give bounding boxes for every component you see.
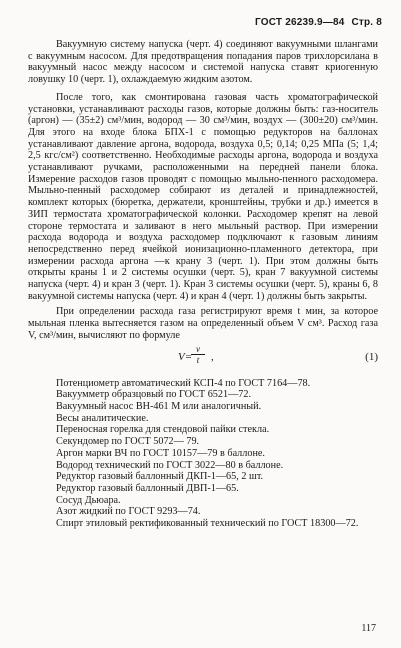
standard-designation: ГОСТ 26239.9—84 xyxy=(255,17,345,28)
page-number: 117 xyxy=(361,623,376,634)
list-item: Аргон марки ВЧ по ГОСТ 10157—79 в баллоне. xyxy=(56,447,265,459)
document-body xyxy=(28,39,378,530)
paragraph-gas-flow-setup: После того, как смонтирована газовая часть хроматографической установки, устанавливают расходы газов, которые должны быть: газ-носитель (аргон) — (35±2) см³/мин, водород — 30 см³/мин, воздух — (300±20) см³/мин. Для этого на входе блока БПХ-1 с помощью редукторов на баллонах устанавливают давление аргона, водорода, воздуха 0,5; 0,14; 0,25 МПа (5; 1,4; 2,5 кгс/см²) соответственно. Необходимые расходы аргона, водорода и воздуха устанавливают ручками, расположенными на передней панели блока. Измерение расходов газов проводят с помощью мыльно-пенного расходомера. Мыльно-пенный расходомер собирают из деталей и принадлежностей, комплект которых (бюретка, держатели, кронштейны, трубки и др.) имеется в ЗИП термостата хроматографической колонки. Расходомер крепят на левой стороне термостата и заливают в него мыльный раствор. При измерении расхода водорода и воздуха расходомер подключают к газовым линиям непосредственно перед ячейкой ионизационно-пламенного детектора, при измерении расхода аргона —к крану 3 (черт. 1). При этом должны быть открыты краны 1 и 2 системы осушки (черт. 5), кран 7 вакуумной системы напуска (черт. 4) и кран 3 (черт. 1). Кран 3 системы осушки (черт. 5), краны 6, 8 вакуумной системы напуска (черт. 4) и кран 4 (черт. 1) должны быть закрыты. xyxy=(28,91,378,302)
list-item: Водород технический по ГОСТ 3022—80 в баллоне. xyxy=(56,459,284,471)
list-item: Секундомер по ГОСТ 5072— 79. xyxy=(56,436,200,448)
list-item: Вакуумный насос ВН-461 М или аналогичный. xyxy=(56,400,262,412)
list-item: Спирт этиловый ректификованный технический по ГОСТ 18300—72. xyxy=(56,518,359,530)
list-item: Сосуд Дьюара. xyxy=(56,494,121,506)
list-item: Переносная горелка для стендовой пайки стекла. xyxy=(56,424,270,436)
formula-numerator: v xyxy=(191,344,205,355)
list-item: Вакуумметр образцовый по ГОСТ 6521—72. xyxy=(56,389,251,401)
list-item: Редуктор газовый баллонный ДВП-1—65. xyxy=(56,482,239,494)
list-item: Потенциометр автоматический КСП-4 по ГОСТ 7164—78. xyxy=(56,377,311,389)
equipment-list xyxy=(28,378,378,530)
formula-denominator: t xyxy=(196,354,200,365)
formula-fraction xyxy=(191,344,205,365)
paragraph-vacuum-system: Вакуумную систему напуска (черт. 4) соединяют вакуумными шлангами с вакуумным насосом. Для предотвращения попадания паров трихлорсилана в вакуумный насос между насосом и системой напуска ставят криогенную ловушку 10 (черт. 1), охлаждаемую жидким азотом. xyxy=(28,39,378,86)
list-item: Азот жидкий по ГОСТ 9293—74. xyxy=(56,506,201,518)
running-header xyxy=(251,17,382,28)
formula-lhs: V= xyxy=(178,350,193,363)
paragraph-flow-measurement: При определении расхода газа регистрируют время t мин, за которое мыльная пленка вытесняется газом на определенный объем V см³. Расход газа V, см³/мин, вычисляют по формуле xyxy=(28,306,378,341)
page-label: Стр. 8 xyxy=(351,17,382,28)
formula-number: (1) xyxy=(365,350,378,363)
list-item: Редуктор газовый баллонный ДКП-1—65, 2 шт. xyxy=(56,471,264,483)
list-item: Весы аналитические. xyxy=(56,412,149,424)
formula-1 xyxy=(28,344,378,374)
formula-comma: , xyxy=(211,350,214,363)
